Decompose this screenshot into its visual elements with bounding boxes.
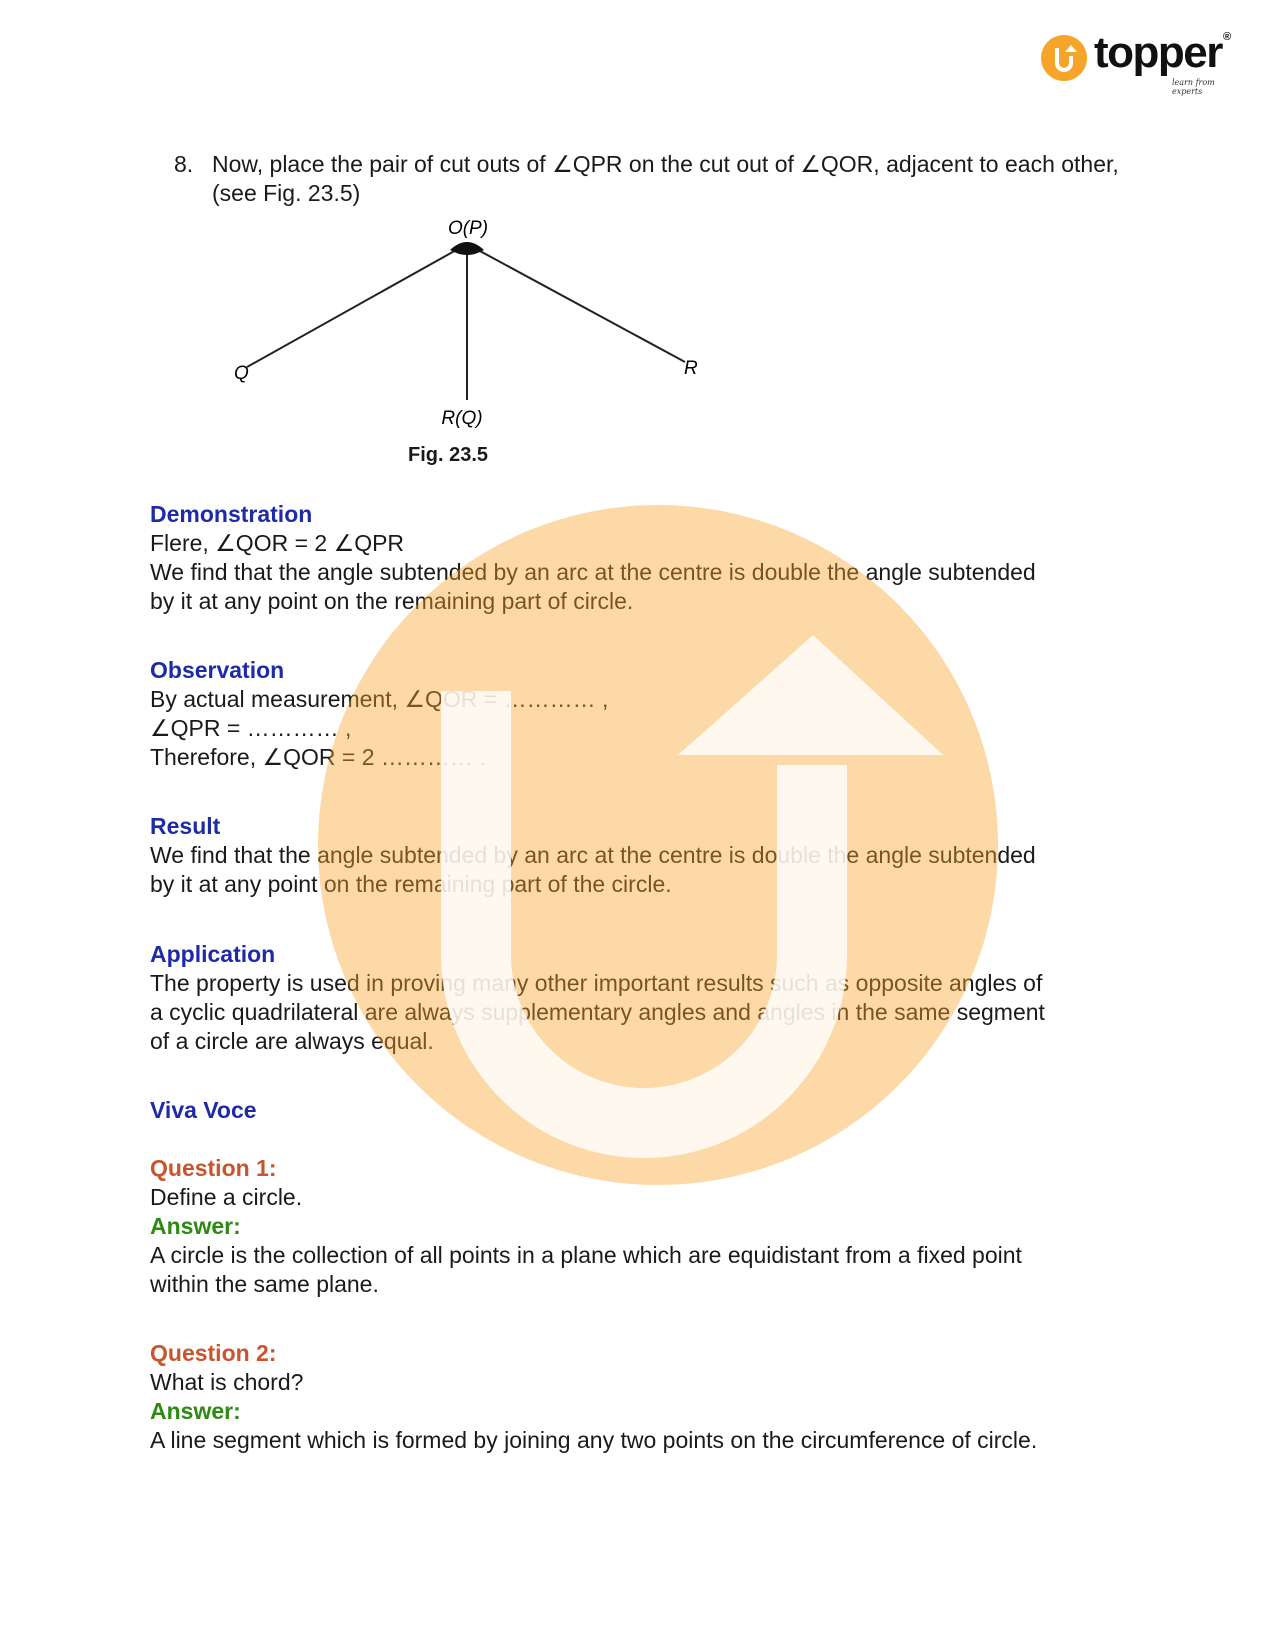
question-2-text: What is chord?: [150, 1369, 304, 1395]
answer-1-label: Answer:: [150, 1213, 241, 1239]
angle-marker: [450, 242, 484, 255]
demonstration-line-1: Flere, ∠QOR = 2 ∠QPR: [150, 530, 405, 556]
result-line-1: We find that the angle subtended by an arc at the centre is double the angle subtended: [150, 842, 1036, 868]
topper-logo[interactable]: [1040, 28, 1245, 98]
result-line-2: by it at any point on the remaining part of the circle.: [150, 871, 672, 897]
step-text: Now, place the pair of cut outs of ∠QPR on the cut out of ∠QOR, adjacent to each other, (see Fig. 23.5): [212, 151, 1119, 206]
label-o-p: O(P): [447, 218, 489, 239]
topper-logo-icon: [1040, 34, 1088, 82]
result-section: [150, 812, 1130, 899]
question-1-label: Question 1:: [150, 1155, 277, 1181]
question-2-label: Question 2:: [150, 1340, 277, 1366]
answer-1-line-2: within the same plane.: [150, 1271, 379, 1297]
demonstration-section: [150, 500, 1130, 616]
answer-1-line-1: A circle is the collection of all points in a plane which are equidistant from a fixed point: [150, 1242, 1022, 1268]
step-number: 8.: [174, 151, 194, 177]
question-1-text: Define a circle.: [150, 1184, 303, 1210]
label-q: Q: [234, 363, 249, 384]
figure-23-5: [220, 212, 720, 492]
observation-line-3: Therefore, ∠QOR = 2 ………… .: [150, 744, 486, 770]
ray-oq: [247, 244, 467, 367]
demonstration-heading: Demonstration: [150, 501, 313, 527]
label-r-q: R(Q): [441, 408, 483, 429]
application-heading: Application: [150, 941, 276, 967]
observation-line-2: ∠QPR = ………… ,: [150, 715, 352, 741]
demonstration-line-2: We find that the angle subtended by an arc at the centre is double the angle subtended: [150, 559, 1036, 585]
question-2-section: [150, 1339, 1130, 1455]
demonstration-line-3: by it at any point on the remaining part of circle.: [150, 588, 634, 614]
application-line-3: of a circle are always equal.: [150, 1028, 434, 1054]
answer-2-label: Answer:: [150, 1398, 241, 1424]
registered-mark: ®: [1223, 31, 1232, 43]
label-r: R: [684, 358, 698, 379]
logo-wordmark: topper: [1094, 28, 1222, 77]
answer-2-line-1: A line segment which is formed by joining any two points on the circumference of circle.: [150, 1427, 1038, 1453]
application-line-2: a cyclic quadrilateral are always supplementary angles and angles in the same segment: [150, 999, 1045, 1025]
viva-voce-section: [150, 1096, 1130, 1125]
logo-tagline: learn from experts: [1172, 78, 1215, 96]
observation-heading: Observation: [150, 657, 285, 683]
application-line-1: The property is used in proving many other important results such as opposite angles of: [150, 970, 1043, 996]
ray-or: [467, 244, 685, 362]
observation-line-1: By actual measurement, ∠QOR = ………… ,: [150, 686, 609, 712]
figure-caption: Fig. 23.5: [407, 444, 489, 466]
angle-diagram: [220, 212, 720, 492]
viva-voce-heading: Viva Voce: [150, 1097, 257, 1123]
application-section: [150, 940, 1130, 1056]
question-1-section: [150, 1154, 1130, 1299]
result-heading: Result: [150, 813, 221, 839]
observation-section: [150, 656, 1130, 772]
